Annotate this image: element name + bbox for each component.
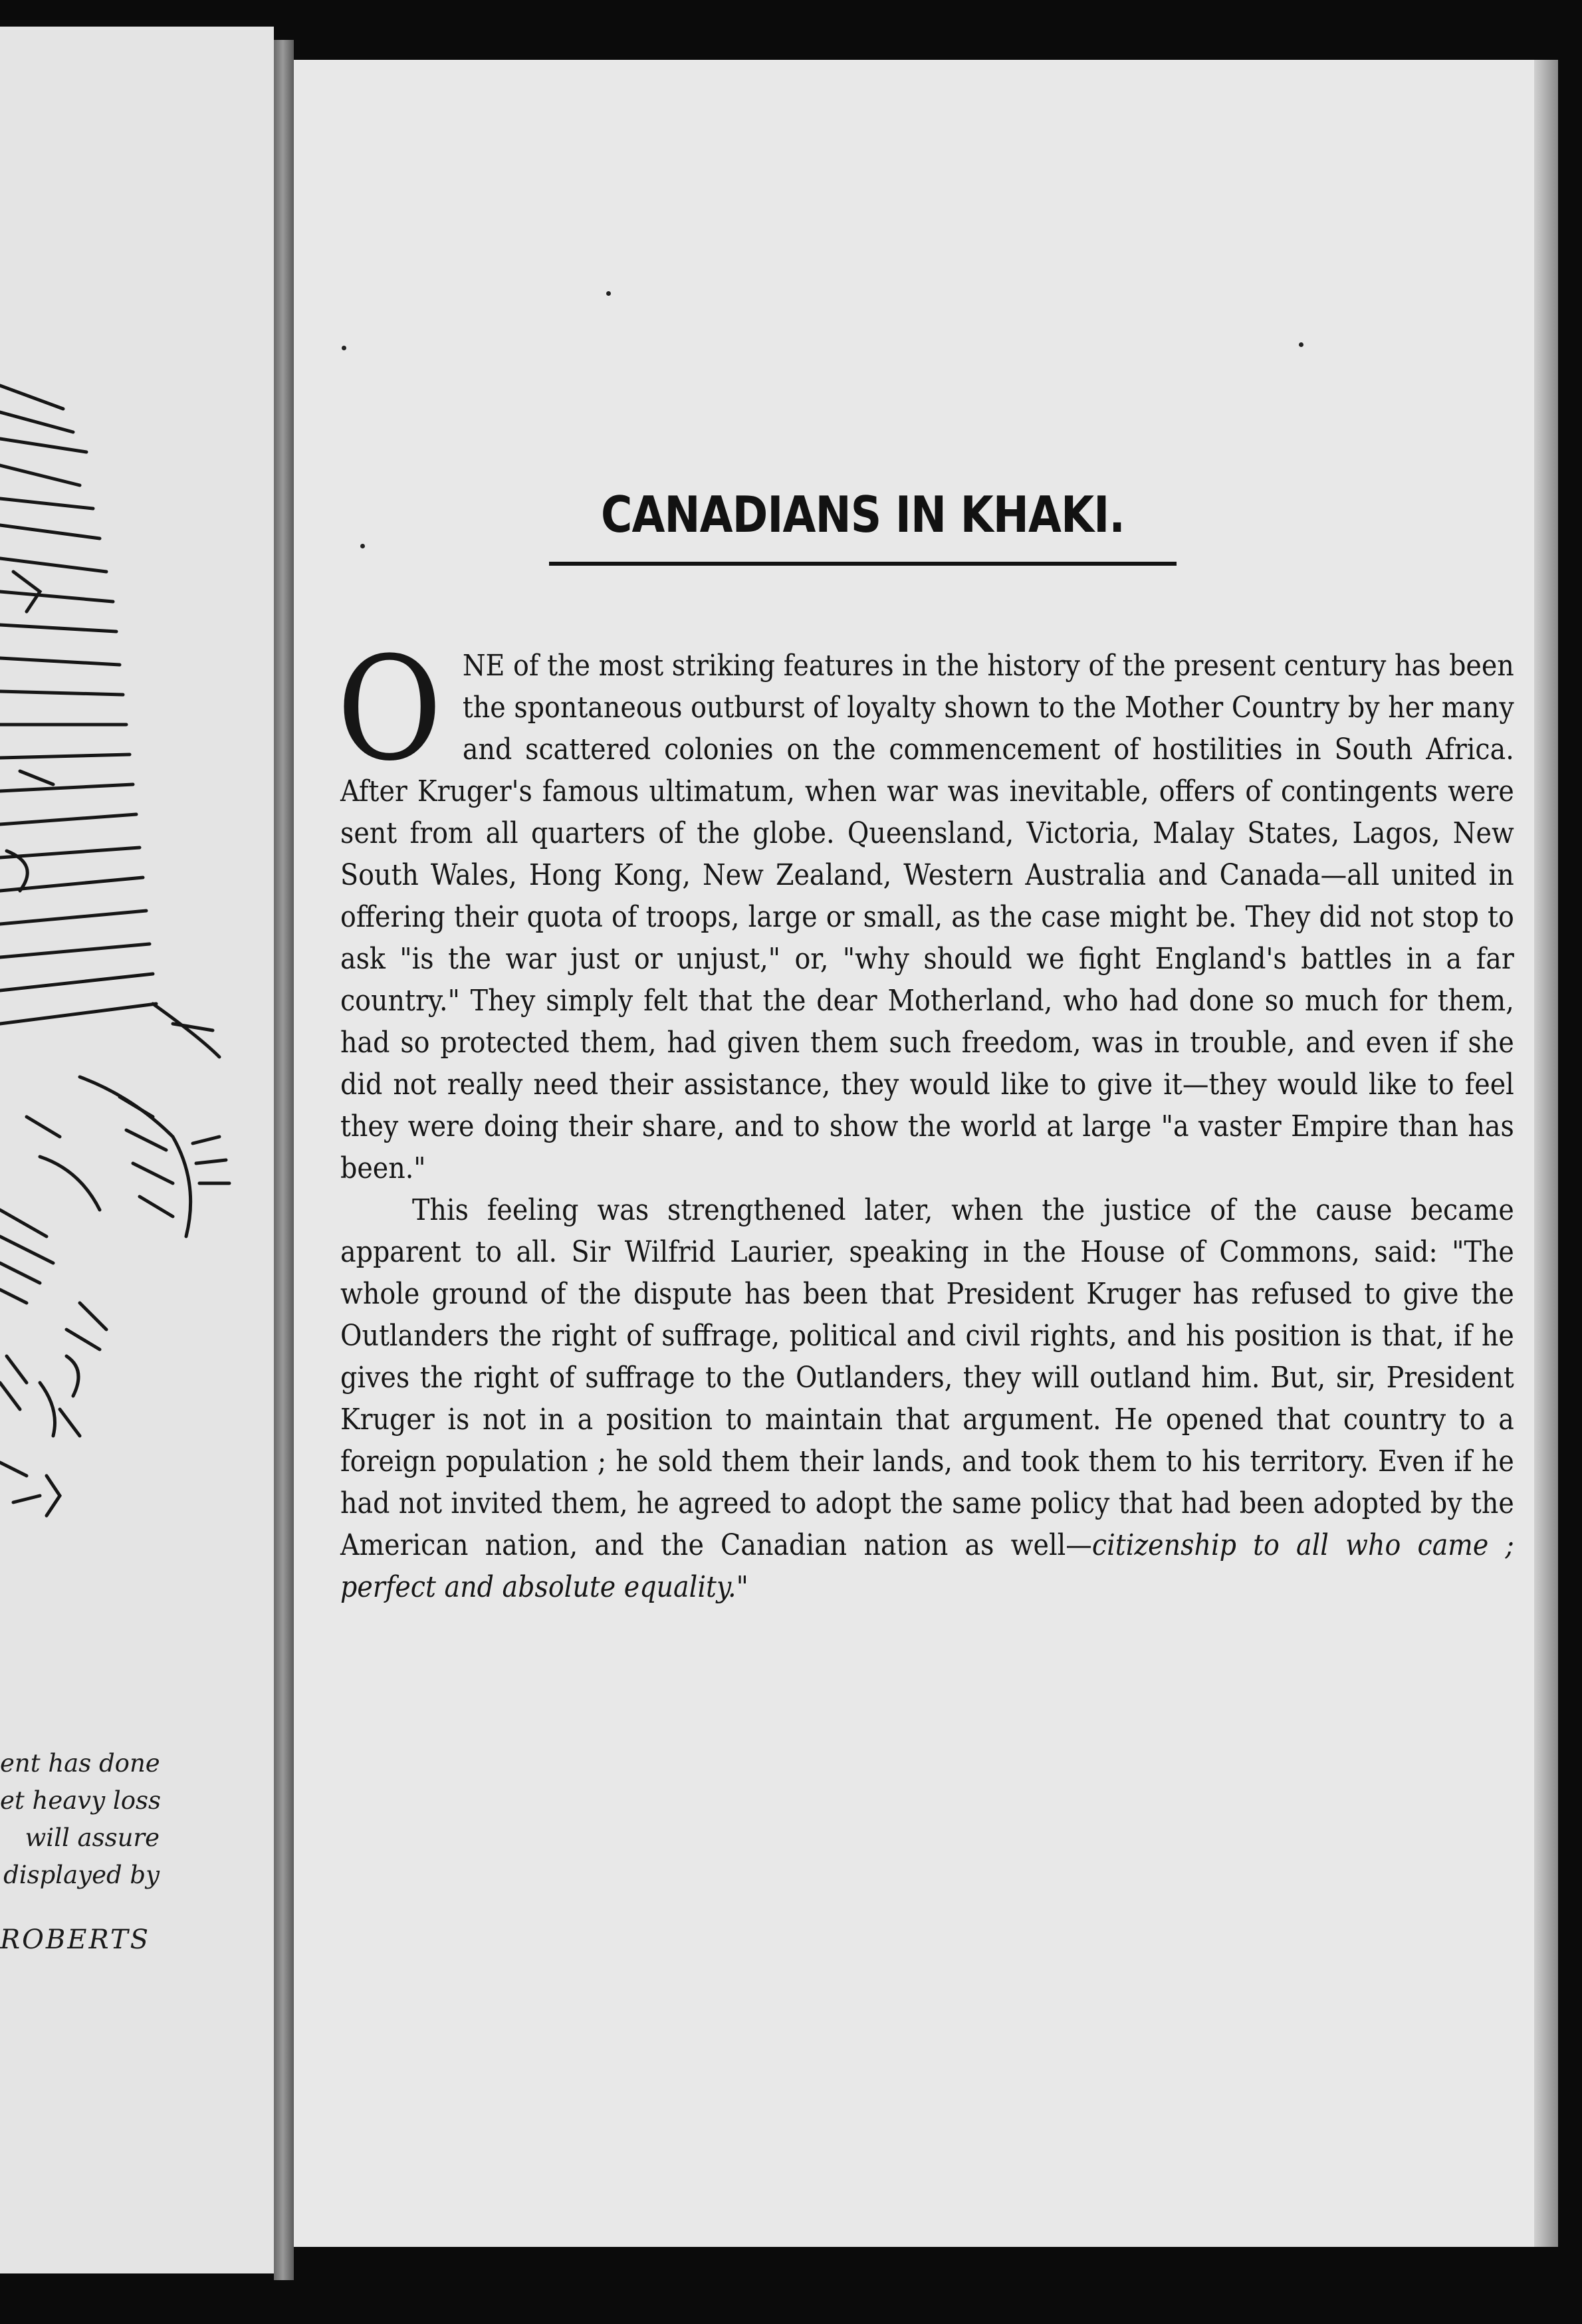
caption-line: ent has done [0,1749,160,1778]
pen-sketch-illustration [0,372,274,1582]
print-speck [606,291,611,296]
closing-quote: " [736,1570,748,1604]
illustration-caption [0,1745,160,1894]
article-title: CANADIANS IN KHAKI. [601,485,1125,544]
paragraph-2-italic-quote: citizenship to all who came ; perfect and absolute equality. [340,1528,1514,1604]
caption-line: will assure [25,1823,160,1852]
article-body [336,626,1514,1608]
paragraph-1 [336,626,1514,1189]
caption-line: displayed by [3,1861,160,1889]
paragraph-2 [340,1189,1514,1608]
title-underline [549,562,1177,566]
paragraph-2-text: This feeling was strengthened later, when the justice of the cause became apparent to all. Sir Wilfrid Laurier, speaking in the House of Commons, said: "The whole ground of the dispute has been that President Kruger has refused to give the Outlanders the right of suffrage, political and civil rights, and his position is that, if he gives the right of suffrage to the Outlanders, they will outland him. But, sir, President Kruger is not in a position to maintain that argument. He opened that country to a foreign population ; he sold them their lands, and took them to his territory. Even if he had not invited them, he agreed to adopt the same policy that had been adopted by the American nation, and the Canadian nation as well— [340,1193,1514,1562]
print-speck [342,346,346,350]
paragraph-1-text: of the most striking features in the history of the present century has been the spontaneous outburst of loyalty shown to the Mother Country by her many and scattered colonies on the commencement of hostilities in South Africa. After Kruger's famous ultimatum, when war was inevitable, offers of contingents were sent from all quarters of the globe. Queensland, Victoria, Malay States, Lagos, New South Wales, Hong Kong, New Zealand, Western Australia and Canada—all united in offering their quota of troops, large or small, as the case might be. They did not stop to ask "is the war just or unjust," or, "why should we fight England's battles in a far country." They simply felt that the dear Motherland, who had done so much for them, had so protected them, had given them such freedom, was in trouble, and even if she did not really need their assistance, they would like to give it—they would like to feel they were doing their share, and to show the world at large "a vaster Empire than has been." [340,649,1514,1185]
print-speck [360,544,365,548]
main-page [294,60,1558,2247]
lead-small-caps: NE [462,649,505,683]
caption-line: et heavy loss [0,1786,161,1815]
drop-cap: O [336,626,443,792]
facing-page [0,27,274,2273]
page-edge-shadow [1534,60,1558,2247]
signature-roberts: ROBERTS [0,1924,150,1955]
print-speck [1299,342,1303,347]
book-gutter [274,40,294,2280]
